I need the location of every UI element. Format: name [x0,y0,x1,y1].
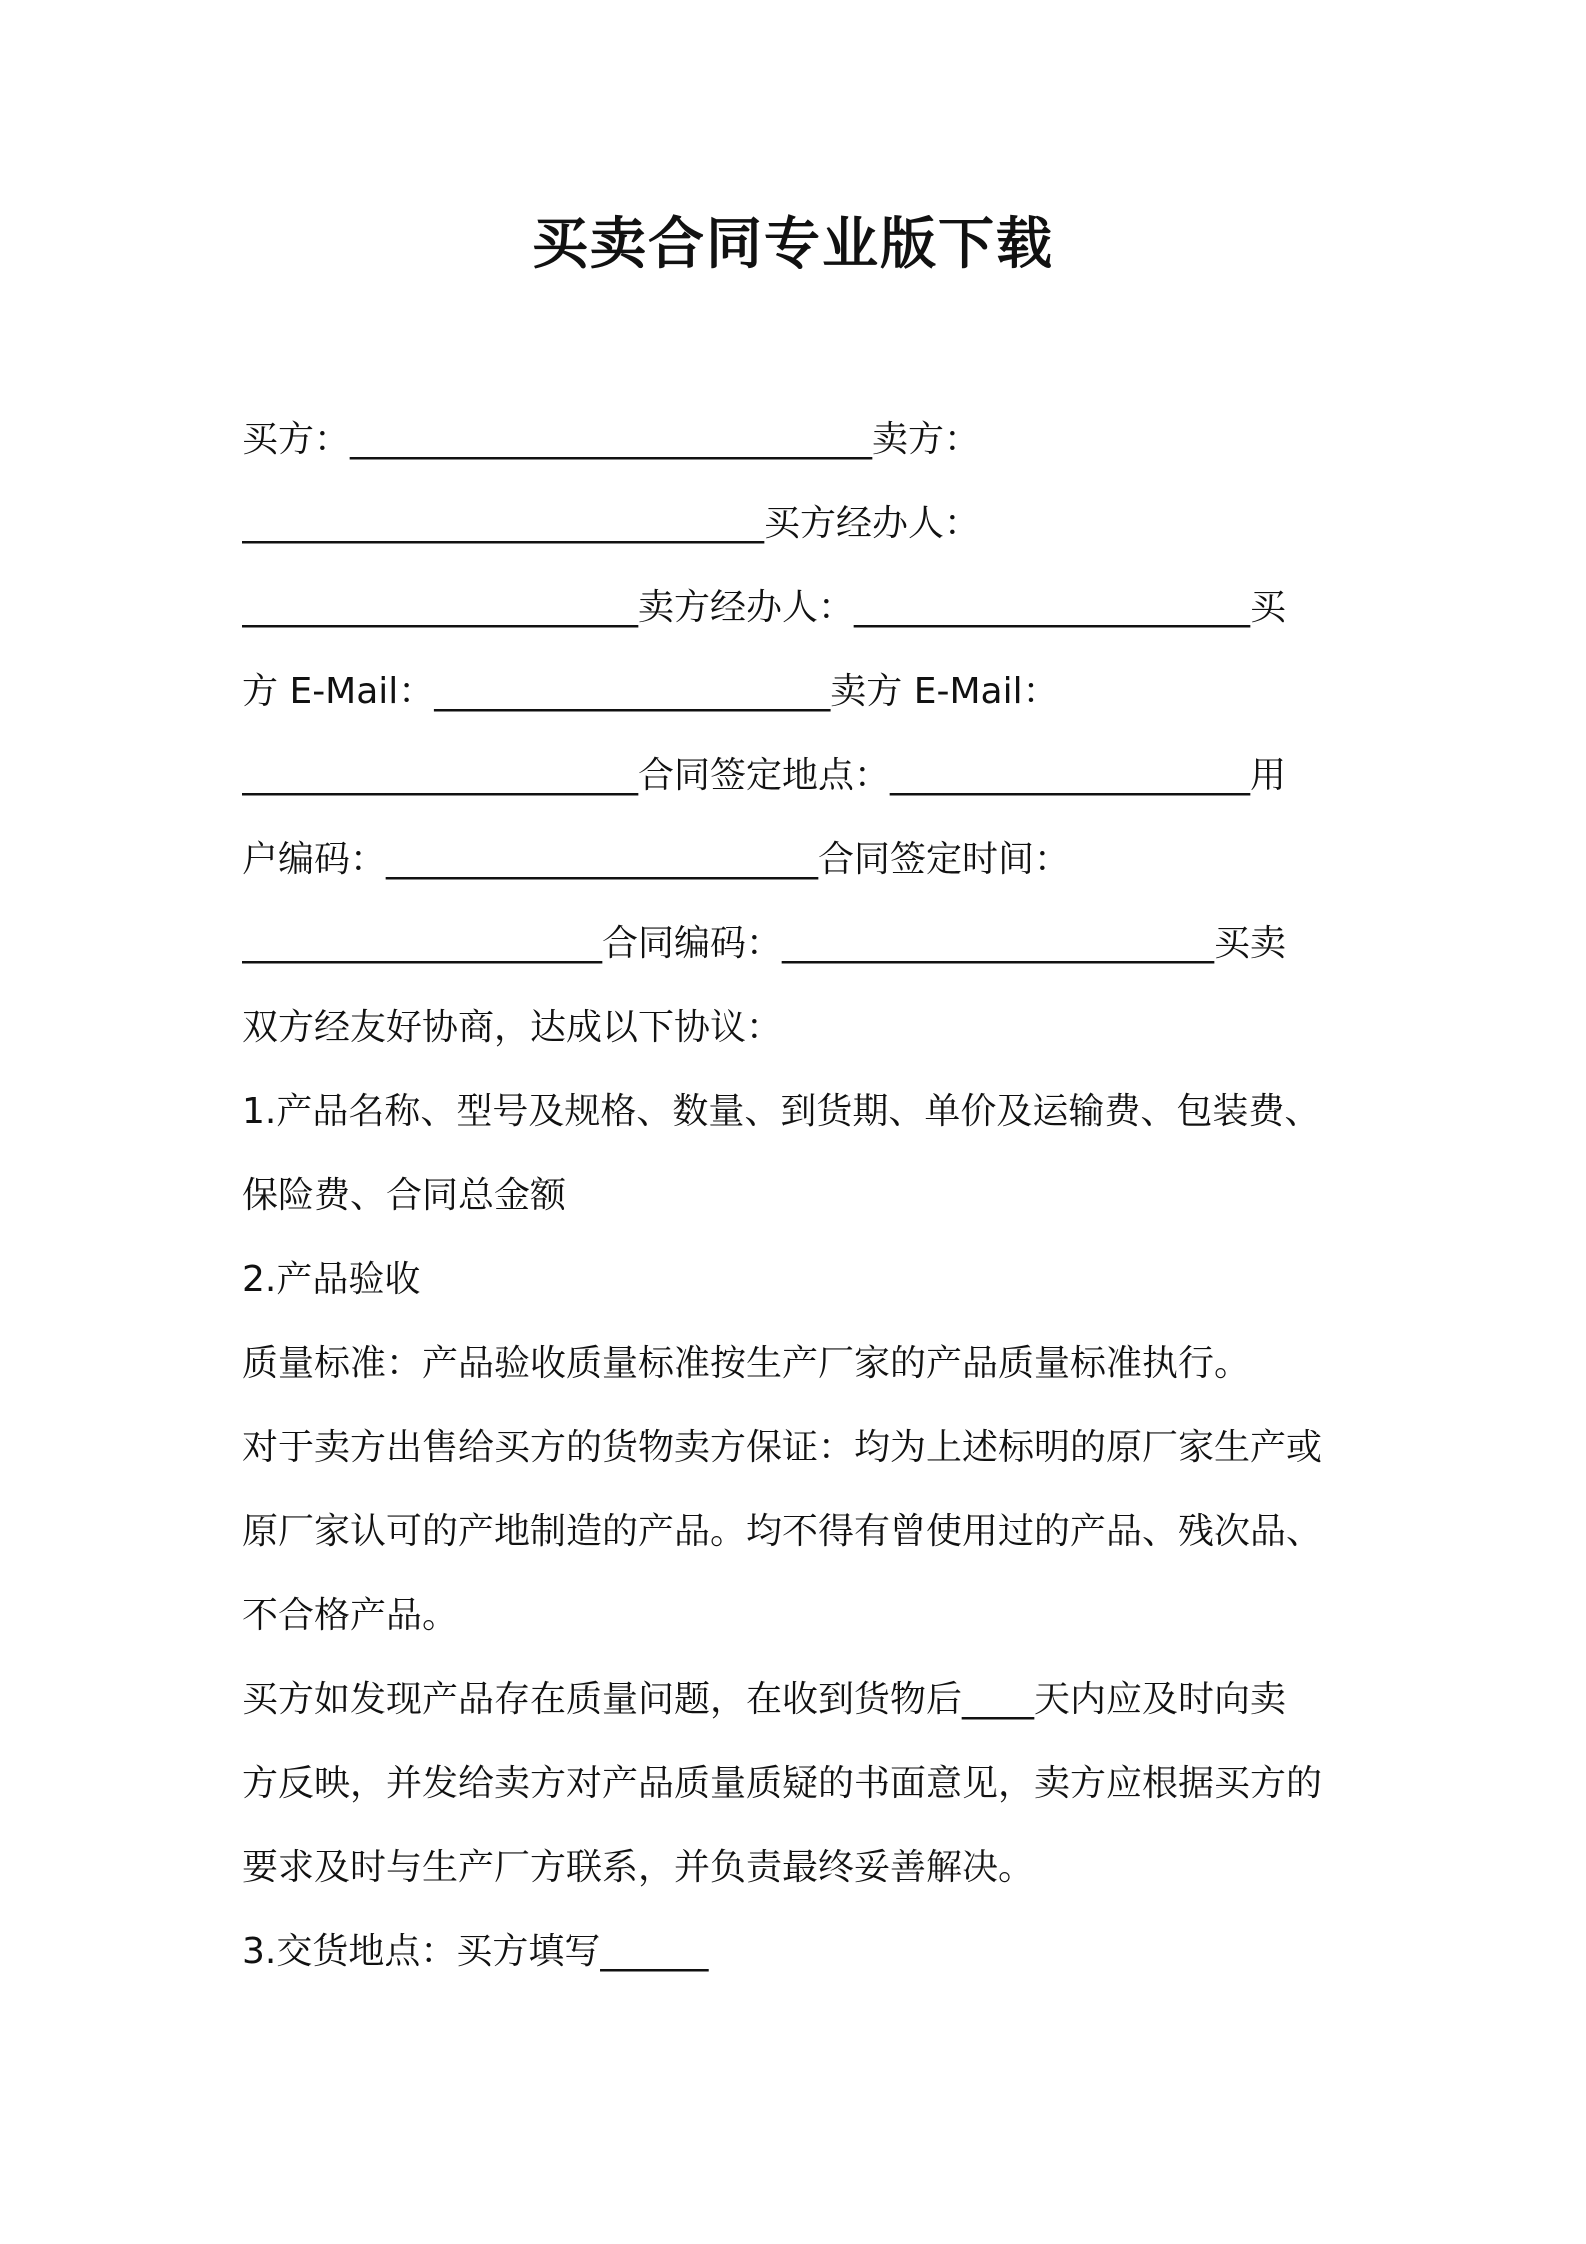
clause-2-seller-guarantee: 对于卖方出售给买方的货物卖方保证：均为上述标明的原厂家生产或 [242,1427,1323,1468]
body-line-seller-agent: ______________________卖方经办人：______________________买 [242,587,1287,628]
body-line-agreement-intro: 双方经友好协商，达成以下协议： [242,1007,783,1048]
clause-1-continuation: 保险费、合同总金额 [242,1175,567,1216]
clause-2-seller-guarantee-cont: 原厂家认可的产地制造的产品。均不得有曾使用过的产品、残次品、 [242,1511,1323,1552]
clause-2-seller-guarantee-end: 不合格产品。 [242,1595,459,1636]
clause-3-delivery-place: 3.交货地点：买方填写______ [242,1931,709,1972]
body-line-email: 方 E-Mail：______________________卖方 E-Mail： [242,671,1059,712]
clause-2-quality-issue-end: 要求及时与生产厂方联系，并负责最终妥善解决。 [242,1847,1035,1888]
clause-2-quality-issue-cont: 方反映，并发给卖方对产品质量质疑的书面意见，卖方应根据买方的 [242,1763,1323,1804]
body-line-parties-buyer-seller: 买方：_____________________________卖方： [242,419,981,460]
body-line-signing-place: ______________________合同签定地点：____________________用 [242,755,1287,796]
document-body [242,398,1352,1994]
body-line-contract-code: ____________________合同编码：________________________买卖 [242,923,1287,964]
body-line-buyer-agent: _____________________________买方经办人： [242,503,981,544]
clause-2-quality-standard: 质量标准：产品验收质量标准按生产厂家的产品质量标准执行。 [242,1343,1251,1384]
clause-2-heading: 2.产品验收 [242,1259,421,1300]
document-title: 买卖合同专业版下载 [532,212,1054,277]
clause-1-heading: 1.产品名称、型号及规格、数量、到货期、单价及运输费、包装费、 [242,1091,1321,1132]
clause-2-quality-issue: 买方如发现产品存在质量问题，在收到货物后____天内应及时向卖 [242,1679,1287,1720]
body-line-user-code: 户编码：________________________合同签定时间： [242,839,1071,880]
